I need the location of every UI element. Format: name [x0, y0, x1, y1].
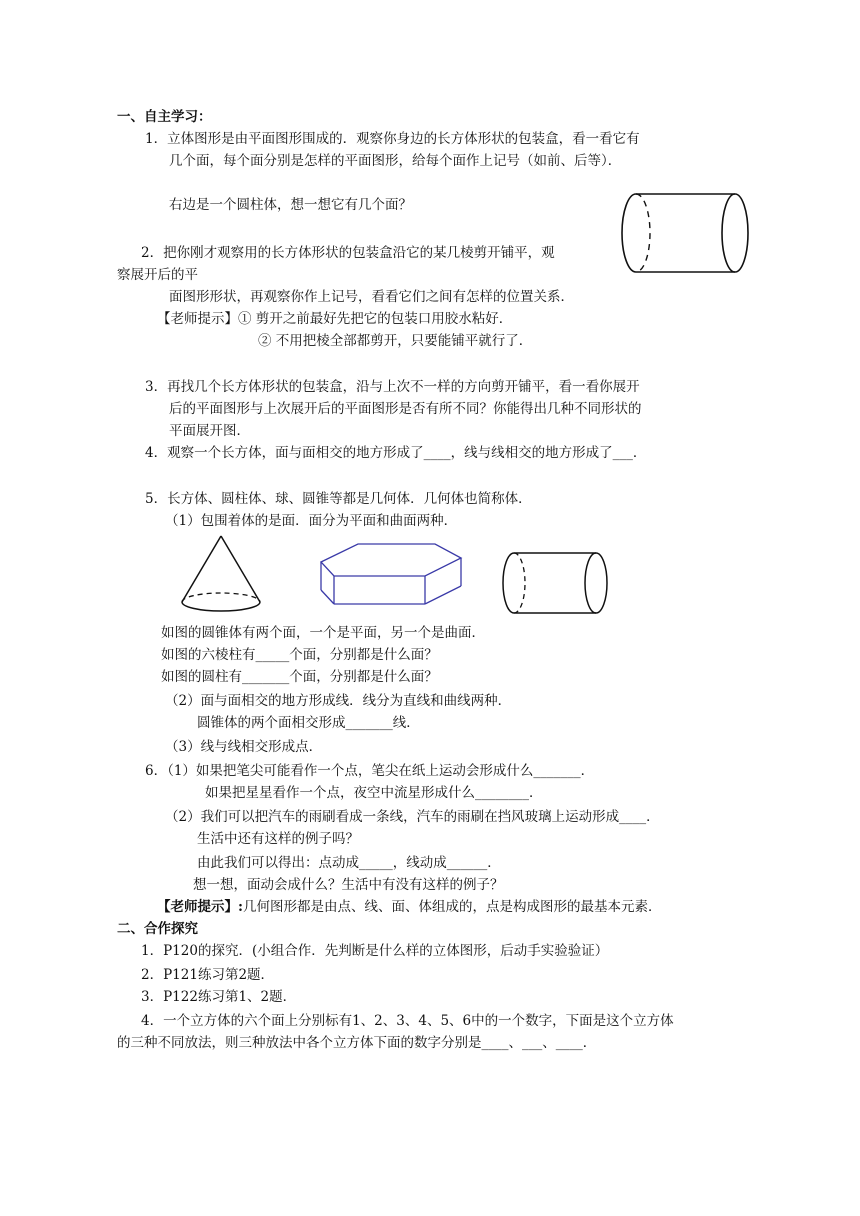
- q6-part2: （2）我们可以把汽车的雨刷看成一条线，汽车的雨刷在挡风玻璃上运动形成____．: [165, 809, 660, 825]
- teacher-tip2-text: 几何图形都是由点、线、面、体组成的，点是构成图形的最基本元素．: [242, 899, 662, 915]
- explore-item-4-line2: 的三种不同放法，则三种放法中各个立方体下面的数字分别是____、___、____．: [117, 1035, 597, 1051]
- q6-part1b: 如果把星星看作一个点，夜空中流星形成什么________．: [205, 785, 543, 801]
- q3-line2: 后的平面图形与上次展开后的平面图形是否有所不同？你能得出几种不同形状的: [169, 401, 642, 417]
- cylinder-figure-2: [500, 550, 612, 616]
- q6-part2c: 由此我们可以得出：点动成_____，线动成______．: [197, 855, 501, 871]
- q5-part1: （1）包围着体的是面．面分为平面和曲面两种．: [165, 513, 458, 529]
- q4-line: 4．观察一个长方体，面与面相交的地方形成了____，线与线相交的地方形成了___．: [145, 445, 647, 461]
- q3-line1: 3．再找几个长方体形状的包装盒，沿与上次不一样的方向剪开铺平，看一看你展开: [145, 379, 640, 395]
- q5-hexagon-text: 如图的六棱柱有_____个面，分别都是什么面？: [161, 647, 438, 663]
- q2-line3: 面图形形状，再观察你作上记号，看看它们之间有怎样的位置关系．: [169, 289, 574, 305]
- teacher-tip-label: 【老师提示】: [157, 311, 238, 327]
- explore-item-4-line1: 4．一个立方体的六个面上分别标有1、2、3、4、5、6中的一个数字，下面是这个立方体: [141, 1013, 674, 1029]
- q5-part3: （3）线与线相交形成点．: [165, 739, 323, 755]
- q1-line3: 右边是一个圆柱体，想一想它有几个面？: [169, 197, 412, 213]
- q6-part2b: 生活中还有这样的例子吗？: [197, 831, 359, 847]
- q1-line2: 几个面，每个面分别是怎样的平面图形，给每个面作上记号（如前、后等）．: [169, 153, 622, 169]
- q3-line3: 平面展开图．: [169, 423, 250, 439]
- q5-line1: 5．长方体、圆柱体、球、圆锥等都是几何体．几何体也简称体．: [145, 491, 532, 507]
- hexagonal-prism-figure: [318, 540, 464, 608]
- q5-cone-text: 如图的圆锥体有两个面，一个是平面，另一个是曲面．: [161, 625, 485, 641]
- q6-part1: 6．（1）如果把笔尖可能看作一个点，笔尖在纸上运动会形成什么_______．: [145, 763, 595, 779]
- explore-item-2: 2．P121练习第2题．: [141, 967, 275, 983]
- teacher-tip-1: ① 剪开之前最好先把它的包装口用胶水粘好．: [238, 311, 513, 327]
- q6-part2d: 想一想，面动会成什么？生活中有没有这样的例子？: [193, 877, 504, 893]
- q5-part2: （2）面与面相交的地方形成线．线分为直线和曲线两种．: [165, 693, 512, 709]
- q2-line2: 察展开后的平: [117, 267, 198, 283]
- q5-cylinder-text: 如图的圆柱有_______个面，分别都是什么面？: [161, 669, 438, 685]
- q5-part2b: 圆锥体的两个面相交形成_______线．: [197, 715, 420, 731]
- section1-heading: 一、自主学习：: [117, 109, 212, 125]
- tip2-row: [157, 898, 661, 916]
- q1-line1: 1．立体图形是由平面图形围成的．观察你身边的长方体形状的包装盒，看一看它有: [145, 131, 640, 147]
- cone-figure: [178, 534, 266, 614]
- q2-line1: 2．把你刚才观察用的长方体形状的包装盒沿它的某几棱剪开铺平，观: [141, 245, 555, 261]
- explore-item-1: 1．P120的探究．(小组合作．先判断是什么样的立体图形，后动手实验验证）: [141, 943, 609, 959]
- teacher-tip2-label: 【老师提示】:: [157, 899, 243, 915]
- explore-item-3: 3．P122练习第1、2题．: [141, 989, 297, 1005]
- tip1-row: [157, 310, 512, 328]
- teacher-tip-2: ② 不用把棱全部都剪开，只要能铺平就行了．: [258, 333, 533, 349]
- cylinder-figure-1: [614, 190, 754, 276]
- section2-heading: 二、合作探究: [117, 921, 198, 937]
